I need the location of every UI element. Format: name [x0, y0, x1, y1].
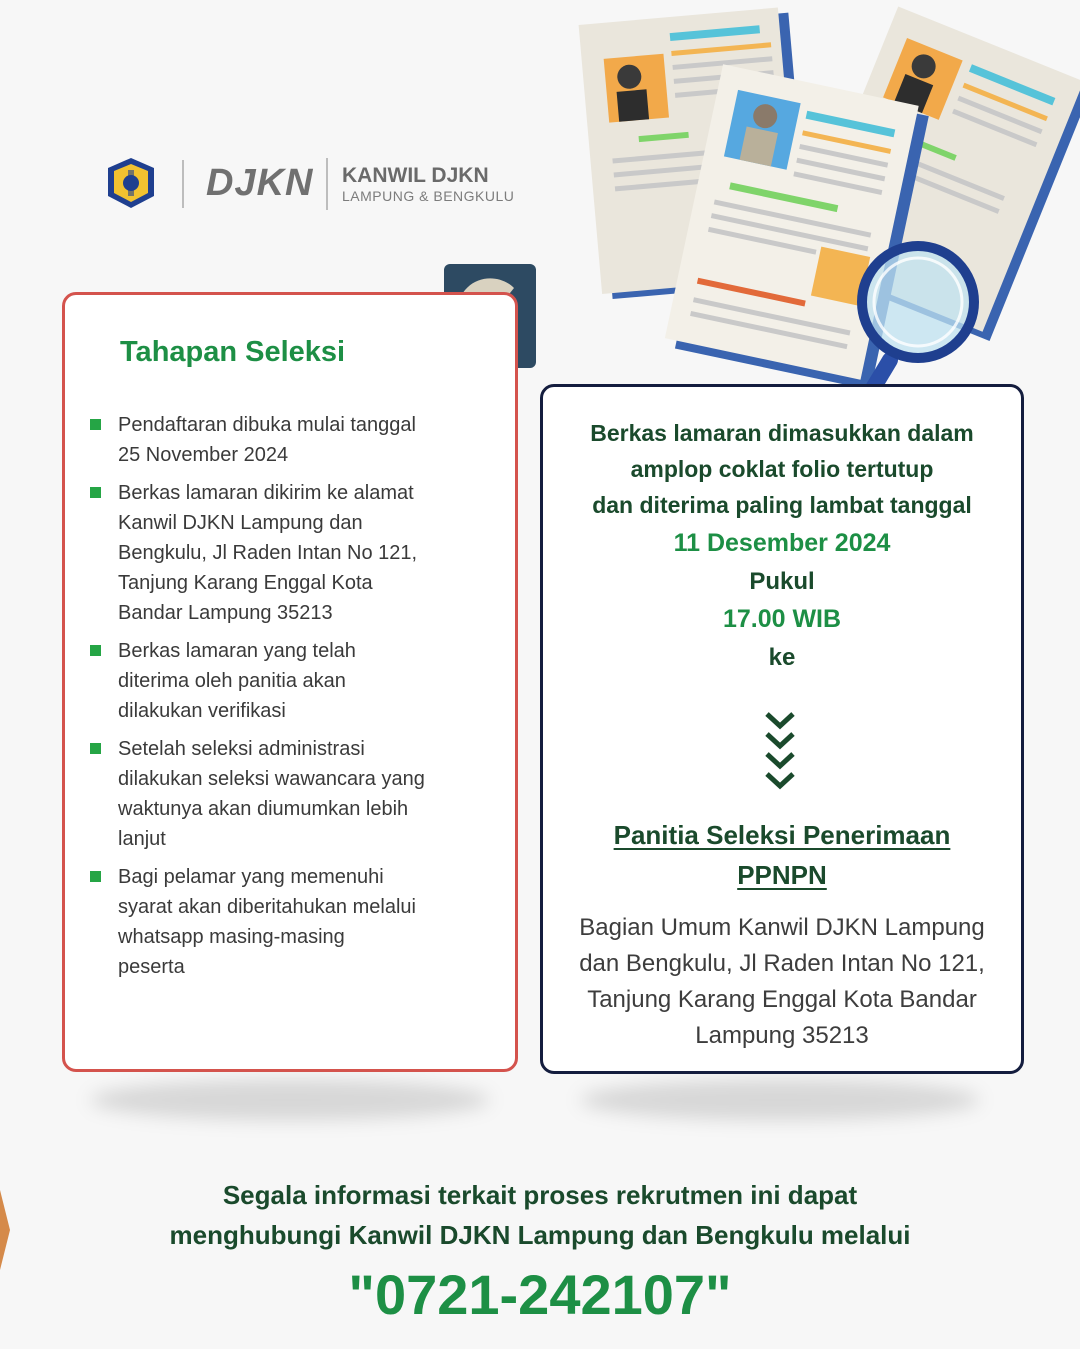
list-item	[90, 410, 490, 470]
time-value: 17.00 WIB	[722, 605, 842, 633]
deadline-date: 11 Desember 2024	[673, 529, 891, 557]
address-line: Tanjung Karang Enggal Kota Bandar	[587, 986, 977, 1013]
bullet-square-icon	[90, 743, 101, 754]
time-label: Pukul	[749, 568, 815, 595]
step-line: waktunya akan diumumkan lebih	[118, 798, 409, 820]
step-line: Berkas lamaran yang telah	[118, 640, 356, 662]
step-line: lanjut	[118, 828, 166, 850]
step-line: Bengkulu, Jl Raden Intan No 121,	[118, 542, 418, 564]
step-line: Tanjung Karang Enggal Kota	[118, 572, 373, 594]
chevrons-down-icon	[762, 710, 798, 794]
footer-info-line: Segala informasi terkait proses rekrutmen ini dapat	[222, 1180, 858, 1210]
address-line: Lampung 35213	[695, 1022, 869, 1049]
footer-info-line: menghubungi Kanwil DJKN Lampung dan Bengkulu melalui	[169, 1220, 911, 1250]
step-line: Bandar Lampung 35213	[118, 602, 333, 624]
office-title: KANWIL DJKN	[342, 164, 489, 187]
recipient-name: PPNPN	[737, 860, 827, 890]
selection-title: Tahapan Seleksi	[120, 336, 346, 368]
list-item	[90, 862, 490, 982]
bullet-square-icon	[90, 419, 101, 430]
address-line: Bagian Umum Kanwil DJKN Lampung	[579, 914, 985, 941]
address-line: dan Bengkulu, Jl Raden Intan No 121,	[579, 950, 985, 977]
list-item	[90, 734, 490, 854]
step-line: Setelah seleksi administrasi	[118, 738, 365, 760]
brand-logo: DJKN	[206, 162, 314, 204]
card-shadow	[580, 1080, 980, 1120]
recipient-name: Panitia Seleksi Penerimaan	[613, 820, 951, 850]
resume-illustration	[560, 0, 1080, 420]
step-line: syarat akan diberitahukan melalui	[118, 896, 416, 918]
step-line: Kanwil DJKN Lampung dan	[118, 512, 363, 534]
bullet-square-icon	[90, 487, 101, 498]
logo-separator	[182, 160, 184, 208]
step-line: whatsapp masing-masing	[118, 926, 345, 948]
submission-intro-line: Berkas lamaran dimasukkan dalam	[590, 420, 974, 446]
step-line: peserta	[118, 956, 185, 978]
submission-intro-line: amplop coklat folio tertutup	[630, 456, 934, 482]
list-item	[90, 478, 490, 628]
ministry-emblem-icon	[104, 156, 158, 210]
submission-intro-line: dan diterima paling lambat tanggal	[592, 492, 972, 518]
to-label: ke	[768, 644, 796, 671]
card-shadow	[90, 1080, 490, 1120]
step-line: Berkas lamaran dikirim ke alamat	[118, 482, 414, 504]
logo-separator	[326, 158, 328, 210]
selection-steps-list	[90, 410, 490, 990]
step-line: diterima oleh panitia akan	[118, 670, 346, 692]
step-line: 25 November 2024	[118, 444, 289, 466]
bullet-square-icon	[90, 871, 101, 882]
recipient-address	[548, 910, 1016, 1054]
office-region: LAMPUNG & BENGKULU	[342, 188, 515, 204]
step-line: Pendaftaran dibuka mulai tanggal	[118, 414, 416, 436]
step-line: dilakukan seleksi wawancara yang	[118, 768, 425, 790]
step-line: Bagi pelamar yang memenuhi	[118, 866, 384, 888]
step-line: dilakukan verifikasi	[118, 700, 286, 722]
list-item	[90, 636, 490, 726]
bullet-square-icon	[90, 645, 101, 656]
contact-phone: "0721-242107"	[348, 1263, 732, 1326]
